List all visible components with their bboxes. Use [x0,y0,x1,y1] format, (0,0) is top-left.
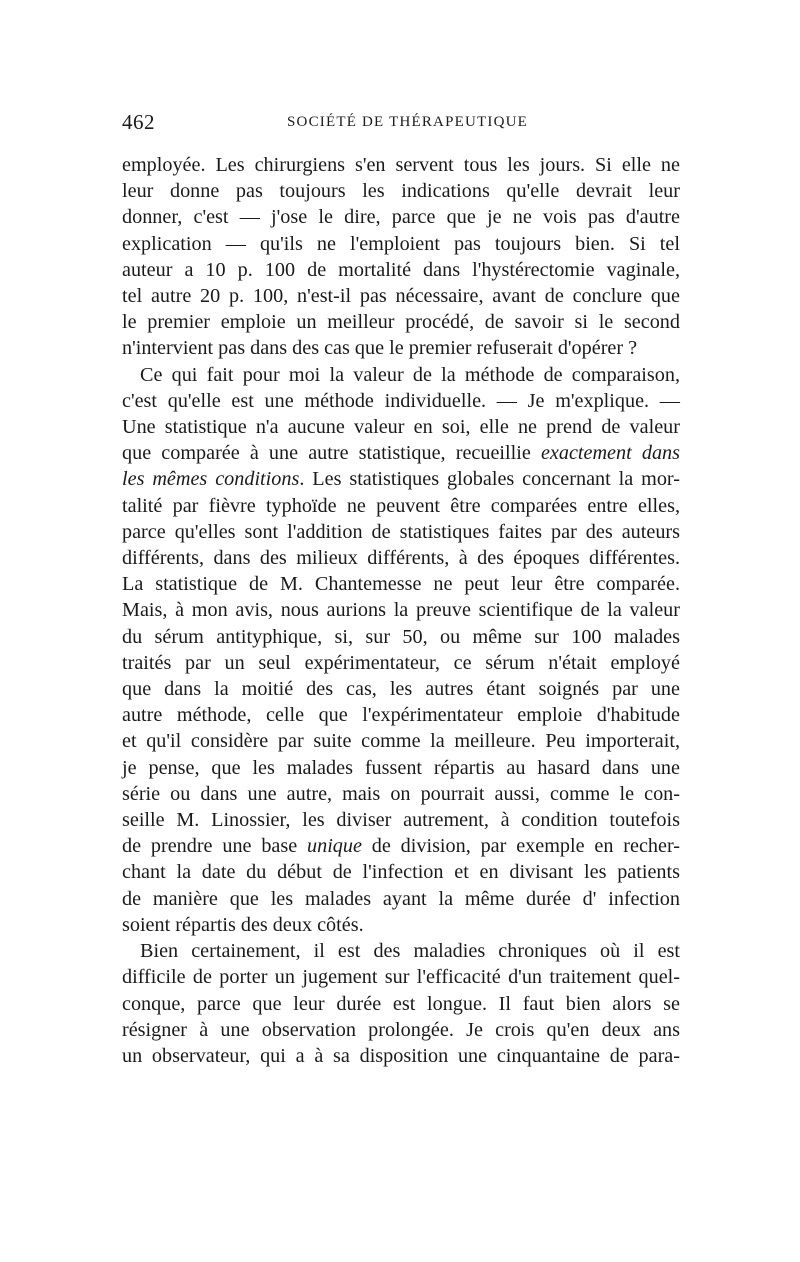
text-run: . Les statistiques globales concernant la mor- [299,468,680,491]
text-line: que dans la moitié des cas, les autres étant soignés par une [122,678,680,701]
italic-emphasis: unique [307,835,362,858]
text-line: difficile de porter un jugement sur l'efficacité d'un traitement quel- [122,966,680,989]
text-line: soient répartis des deux côtés. [122,913,364,936]
text-line: auteur a 10 p. 100 de mortalité dans l'hystérectomie vaginale, [122,258,680,281]
text-line: Une statistique n'a aucune valeur en soi, elle ne prend de valeur [122,416,680,439]
text-line [122,466,680,492]
italic-emphasis: exactement dans [540,442,680,465]
paragraph-2 [122,362,680,938]
text-line: La statistique de M. Chantemesse ne peut leur être comparée. [122,573,680,596]
text-line: talité par fièvre typhoïde ne peuvent être comparées entre elles, [122,494,680,517]
text-line: leur donne pas toujours les indications qu'elle devrait leur [122,180,680,203]
text-run: de division, par exemple en recher- [361,835,681,858]
text-line: le premier emploie un meilleur procédé, de savoir si le second [122,311,680,334]
text-run: que comparée à une autre statistique, recueillie [122,442,541,465]
text-line: traités par un seul expérimentateur, ce sérum n'était employé [122,651,680,674]
running-head: SOCIÉTÉ DE THÉRAPEUTIQUE [287,114,529,130]
text-line [122,833,680,859]
text-line: Bien certainement, il est des maladies chroniques où il est [140,940,680,963]
text-line: n'intervient pas dans des cas que le premier refuserait d'opérer ? [122,337,638,360]
text-line: résigner à une observation prolongée. Je crois qu'en deux ans [122,1018,680,1041]
text-line: seille M. Linossier, les diviser autrement, à condition toutefois [122,809,680,832]
text-line: et qu'il considère par suite comme la meilleure. Peu importerait, [122,730,680,753]
text-line [122,440,680,466]
text-line: différents, dans des milieux différents, à des époques différentes. [122,547,680,570]
text-line: Mais, à mon avis, nous aurions la preuve scientifique de la valeur [122,599,680,622]
text-line: parce qu'elles sont l'addition de statistiques faites par des auteurs [122,520,680,543]
text-line: autre méthode, celle que l'expérimentateur emploie d'habitude [122,704,680,727]
paragraph-3 [122,938,680,1069]
page-header [122,110,680,140]
text-line: conque, parce que leur durée est longue. Il faut bien alors se [122,992,680,1015]
text-run: de prendre une base [122,835,308,858]
text-line: employée. Les chirurgiens s'en servent tous les jours. Si elle ne [122,154,680,176]
text-line: explication — qu'ils ne l'emploient pas toujours bien. Si tel [122,232,680,255]
text-line: de manière que les malades ayant la même durée d' infection [122,887,680,910]
text-line: tel autre 20 p. 100, n'est-il pas nécessaire, avant de conclure que [122,285,680,308]
italic-emphasis: les mêmes conditions [122,468,300,491]
body-text [122,152,680,1069]
text-line: chant la date du début de l'infection et en divisant les patients [122,861,680,884]
text-line: du sérum antityphique, si, sur 50, ou même sur 100 malades [122,625,680,648]
text-line: donner, c'est — j'ose le dire, parce que je ne vois pas d'autre [122,206,680,229]
text-line: je pense, que les malades fussent répartis au hasard dans une [122,756,680,779]
text-line: Ce qui fait pour moi la valeur de la méthode de comparaison, [140,363,680,386]
text-line: un observateur, qui a à sa disposition une cinquantaine de para- [122,1044,680,1067]
text-line: c'est qu'elle est une méthode individuelle. — Je m'explique. — [122,389,680,412]
paragraph-1 [122,152,680,362]
text-line: série ou dans une autre, mais on pourrait aussi, comme le con- [122,782,680,805]
page-number: 462 [122,110,155,134]
